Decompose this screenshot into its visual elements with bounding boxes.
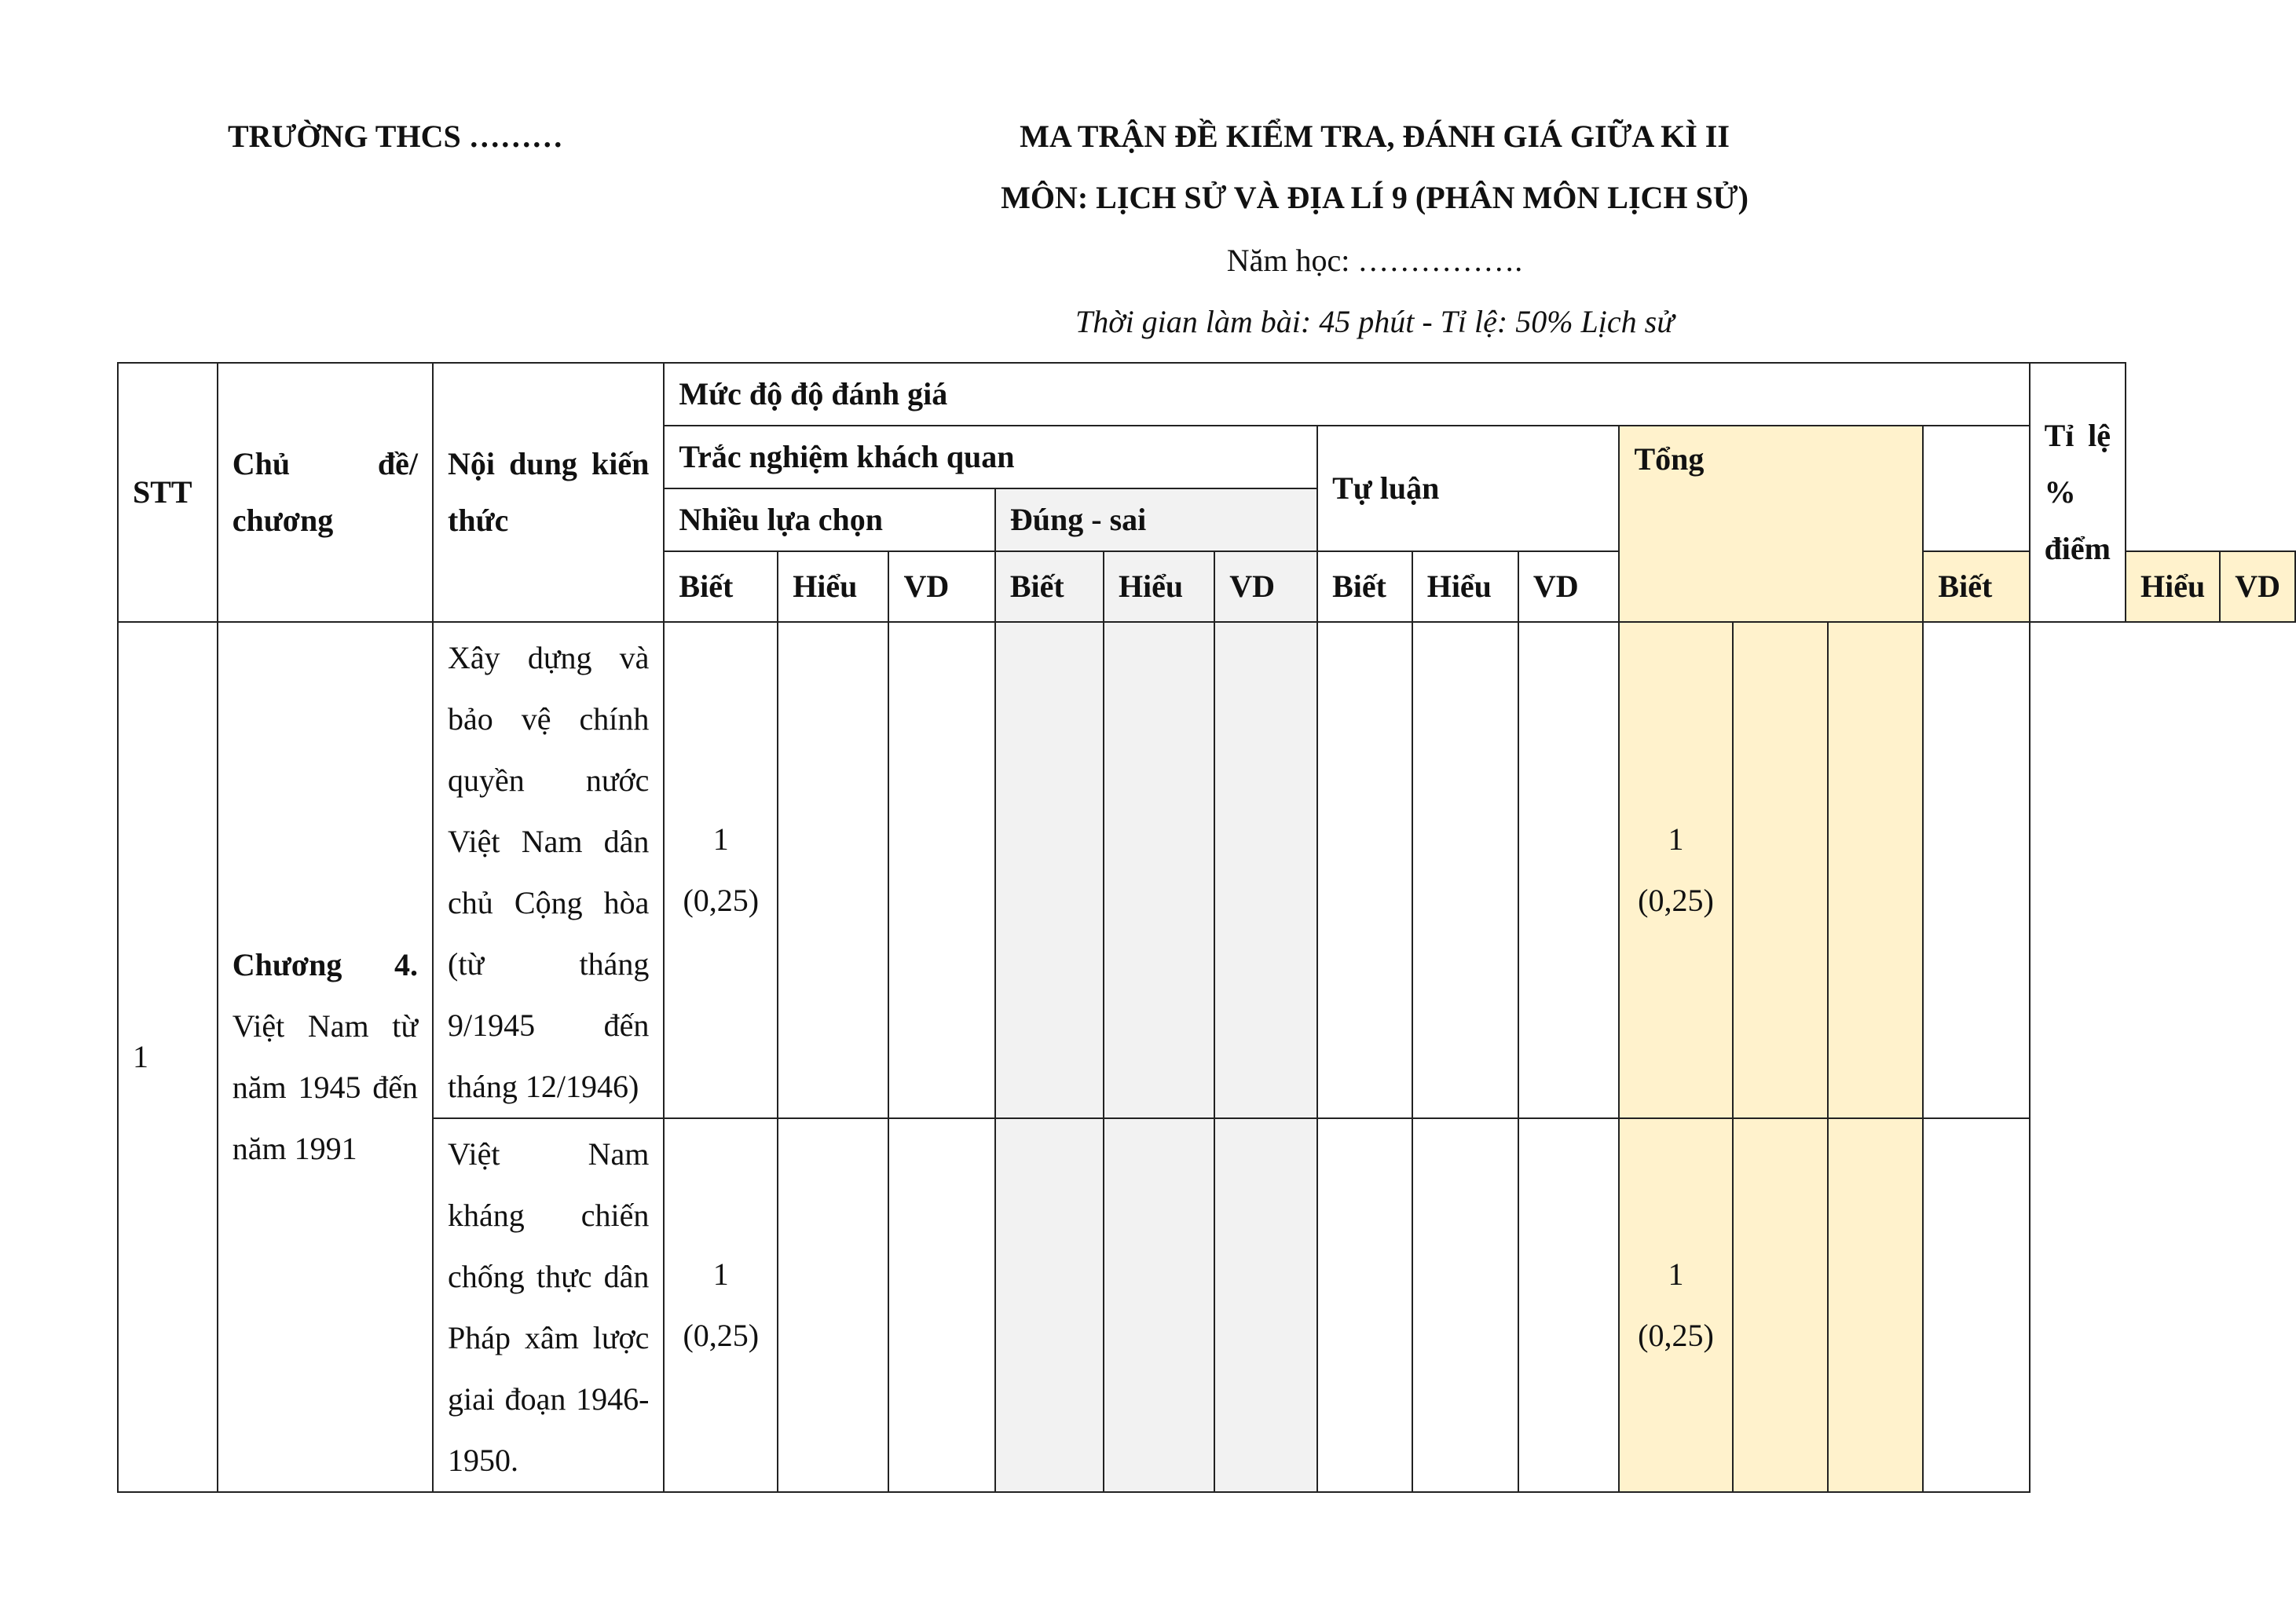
tf-understand-header: Hiểu xyxy=(1104,551,1214,622)
question-score: (0,25) xyxy=(683,883,760,918)
total-know-value xyxy=(1619,1118,1732,1492)
essay-understand-header: Hiểu xyxy=(1412,551,1518,622)
header-content: Nội dung kiến thức xyxy=(433,363,664,622)
essay-apply-value xyxy=(1518,622,1620,1118)
school-name: TRƯỜNG THCS ……… xyxy=(228,119,563,154)
essay-apply-value xyxy=(1518,1118,1620,1492)
essay-know-value xyxy=(1317,622,1412,1118)
table-row xyxy=(118,622,2295,1118)
header-assessment-level: Mức độ độ đánh giá xyxy=(664,363,2029,426)
essay-understand-value xyxy=(1412,622,1518,1118)
tf-apply-value xyxy=(1214,1118,1317,1492)
essay-understand-value xyxy=(1412,1118,1518,1492)
chapter-name: Việt Nam từ năm 1945 đến năm 1991 xyxy=(232,1008,419,1166)
header-essay: Tự luận xyxy=(1317,426,1619,551)
mc-know-header: Biết xyxy=(664,551,778,622)
mc-understand-value xyxy=(778,1118,888,1492)
subject-title: MÔN: LỊCH SỬ VÀ ĐỊA LÍ 9 (PHÂN MÔN LỊCH SỬ) xyxy=(1001,180,1749,215)
chapter-cell xyxy=(218,622,433,1492)
chapter-number: Chương 4. xyxy=(232,947,419,982)
question-score: (0,25) xyxy=(683,1318,760,1353)
mc-understand-header: Hiểu xyxy=(778,551,888,622)
essay-know-header: Biết xyxy=(1317,551,1412,622)
time-info: Thời gian làm bài: 45 phút - Tỉ lệ: 50% Lịch sử xyxy=(1075,304,1675,339)
total-score: (0,25) xyxy=(1638,1318,1714,1353)
total-apply-value xyxy=(1828,1118,1923,1492)
tf-apply-header: VD xyxy=(1214,551,1317,622)
total-score: (0,25) xyxy=(1638,883,1714,918)
mc-apply-value xyxy=(888,1118,994,1492)
total-know-header: Biết xyxy=(1923,551,2029,622)
total-understand-value xyxy=(1733,622,1828,1118)
total-apply-header: VD xyxy=(2220,551,2295,622)
header-multiple-choice: Nhiều lựa chọn xyxy=(664,488,994,551)
tf-understand-value xyxy=(1104,622,1214,1118)
content-cell: Xây dựng và bảo vệ chính quyền nước Việt Nam dân chủ Cộng hòa (từ tháng 9/1945 đến tháng 12/1946) xyxy=(433,622,664,1118)
mc-know-value xyxy=(664,1118,778,1492)
header-row-1 xyxy=(118,363,2295,426)
header-ratio: Tỉ lệ % điểm xyxy=(2030,363,2126,622)
tf-understand-value xyxy=(1104,1118,1214,1492)
header-total: Tổng xyxy=(1619,426,1923,622)
total-understand-value xyxy=(1733,1118,1828,1492)
assessment-matrix-table xyxy=(117,362,2296,1493)
header-stt: STT xyxy=(118,363,218,622)
table-row xyxy=(118,1118,2295,1492)
ratio-value xyxy=(1923,1118,2029,1492)
total-know-value xyxy=(1619,622,1732,1118)
header-objective-test: Trắc nghiệm khách quan xyxy=(664,426,1317,488)
header-true-false: Đúng - sai xyxy=(995,488,1317,551)
school-year: Năm học: ……………. xyxy=(1226,243,1523,278)
total-count: 1 xyxy=(1668,1256,1684,1292)
header-topic: Chủ đề/ chương xyxy=(218,363,433,622)
essay-know-value xyxy=(1317,1118,1412,1492)
tf-apply-value xyxy=(1214,622,1317,1118)
content-cell: Việt Nam kháng chiến chống thực dân Pháp xâm lược giai đoạn 1946-1950. xyxy=(433,1118,664,1492)
question-count: 1 xyxy=(712,821,729,857)
question-count: 1 xyxy=(712,1256,729,1292)
total-count: 1 xyxy=(1668,821,1684,857)
mc-know-value xyxy=(664,622,778,1118)
mc-apply-value xyxy=(888,622,994,1118)
ratio-value xyxy=(1923,622,2029,1118)
tf-know-value xyxy=(995,1118,1104,1492)
tf-know-header: Biết xyxy=(995,551,1104,622)
mc-apply-header: VD xyxy=(888,551,994,622)
total-understand-header: Hiểu xyxy=(2126,551,2220,622)
essay-apply-header: VD xyxy=(1518,551,1620,622)
row-stt: 1 xyxy=(118,622,218,1492)
tf-know-value xyxy=(995,622,1104,1118)
document-title: MA TRẬN ĐỀ KIỂM TRA, ĐÁNH GIÁ GIỮA KÌ II xyxy=(1020,119,1730,154)
mc-understand-value xyxy=(778,622,888,1118)
total-apply-value xyxy=(1828,622,1923,1118)
